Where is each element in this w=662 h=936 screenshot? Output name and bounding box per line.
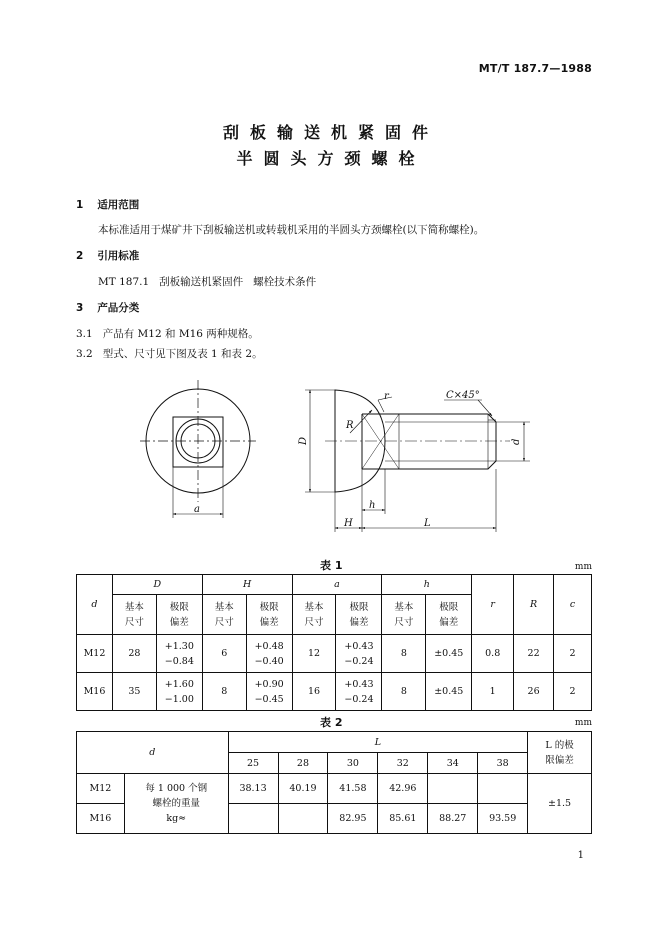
col-r: r (472, 575, 514, 635)
sub-tol: 极限 偏差 (246, 595, 292, 635)
section-title: 引用标准 (97, 250, 140, 262)
col-R: R (514, 575, 554, 635)
section-2-text: MT 187.1 刮板输送机紧固件 螺栓技术条件 (98, 276, 317, 288)
cell: 40.19 (278, 774, 328, 804)
cell: 35 (112, 673, 156, 711)
col-H: H (202, 575, 292, 595)
col-d: d (77, 575, 113, 635)
sub-basic: 基本 尺寸 (292, 595, 336, 635)
cell: 22 (514, 635, 554, 673)
cell: 28 (112, 635, 156, 673)
cell: 2 (554, 673, 592, 711)
cell: +0.90 −0.45 (246, 673, 292, 711)
table-2-caption: 表 2 (320, 716, 343, 729)
cell: 2 (554, 635, 592, 673)
table-1-caption: 表 1 (320, 559, 343, 572)
length-header: 34 (428, 753, 478, 774)
section-number: 2 (76, 250, 84, 262)
cell: 38.13 (228, 774, 278, 804)
table-2 (76, 731, 592, 834)
col-a: a (292, 575, 382, 595)
cell (228, 804, 278, 834)
section-1-text: 本标准适用于煤矿井下刮板输送机或转载机采用的半圆头方颈螺栓(以下简称螺栓)。 (98, 224, 485, 236)
cell: +0.43 −0.24 (336, 673, 382, 711)
cell: 8 (382, 673, 426, 711)
cell: M16 (77, 673, 113, 711)
table-row (77, 673, 592, 711)
cell: ±0.45 (426, 673, 472, 711)
col-h: h (382, 575, 472, 595)
label-d: d (511, 438, 522, 445)
cell: ±0.45 (426, 635, 472, 673)
cell: 85.61 (378, 804, 428, 834)
section-number: 1 (76, 199, 84, 211)
cell: +0.43 −0.24 (336, 635, 382, 673)
col-d: d (77, 732, 229, 774)
label-L: L (424, 518, 431, 529)
cell: 41.58 (328, 774, 378, 804)
section-number: 3 (76, 302, 84, 314)
length-header: 28 (278, 753, 328, 774)
table-1-unit: mm (574, 562, 592, 572)
cell: 1 (472, 673, 514, 711)
sub-basic: 基本 尺寸 (202, 595, 246, 635)
cell: M12 (77, 774, 125, 804)
length-header: 25 (228, 753, 278, 774)
cell: 8 (382, 635, 426, 673)
label-chamfer: C×45° (446, 390, 480, 401)
length-header: 38 (478, 753, 528, 774)
label-h: h (369, 500, 376, 511)
col-L: L (228, 732, 528, 753)
cell: 16 (292, 673, 336, 711)
label-R: R (346, 420, 354, 431)
cell: 88.27 (428, 804, 478, 834)
cell: 6 (202, 635, 246, 673)
cell: 82.95 (328, 804, 378, 834)
title-line-1: 刮板输送机紧固件 (222, 123, 439, 142)
clause-number: 3.2 (76, 348, 93, 360)
sub-tol: 极限 偏差 (336, 595, 382, 635)
cell: 0.8 (472, 635, 514, 673)
sub-basic: 基本 尺寸 (382, 595, 426, 635)
col-D: D (112, 575, 202, 595)
cell (278, 804, 328, 834)
cell: M16 (77, 804, 125, 834)
title-line-2: 半圆头方颈螺栓 (236, 149, 426, 168)
sub-tol: 极限 偏差 (156, 595, 202, 635)
col-L-tol: L 的极 限偏差 (528, 732, 592, 774)
cell: 93.59 (478, 804, 528, 834)
cell: 12 (292, 635, 336, 673)
table-row (77, 635, 592, 673)
section-title: 产品分类 (97, 302, 140, 314)
clause-text: 产品有 M12 和 M16 两种规格。 (102, 328, 259, 340)
cell: +0.48 −0.40 (246, 635, 292, 673)
page-number: 1 (577, 850, 584, 861)
weight-label: 每 1 000 个钢 螺栓的重量 kg≈ (124, 774, 228, 834)
length-header: 32 (378, 753, 428, 774)
label-r: r (384, 391, 389, 402)
length-tolerance: ±1.5 (528, 774, 592, 834)
table-row (77, 774, 592, 804)
cell: M12 (77, 635, 113, 673)
label-H: H (344, 518, 353, 529)
length-header: 30 (328, 753, 378, 774)
cell: +1.30 −0.84 (156, 635, 202, 673)
col-c: c (554, 575, 592, 635)
cell: 42.96 (378, 774, 428, 804)
cell: 26 (514, 673, 554, 711)
cell (478, 774, 528, 804)
sub-tol: 极限 偏差 (426, 595, 472, 635)
label-D: D (298, 436, 309, 445)
sub-basic: 基本 尺寸 (112, 595, 156, 635)
table-2-unit: mm (574, 718, 592, 728)
cell: +1.60 −1.00 (156, 673, 202, 711)
section-title: 适用范围 (97, 199, 140, 211)
clause-number: 3.1 (76, 328, 93, 340)
cell: 8 (202, 673, 246, 711)
standard-number: MT/T 187.7—1988 (478, 62, 592, 75)
cell (428, 774, 478, 804)
label-a: a (194, 504, 200, 515)
clause-text: 型式、尺寸见下图及表 1 和表 2。 (102, 348, 263, 360)
table-1 (76, 574, 592, 711)
